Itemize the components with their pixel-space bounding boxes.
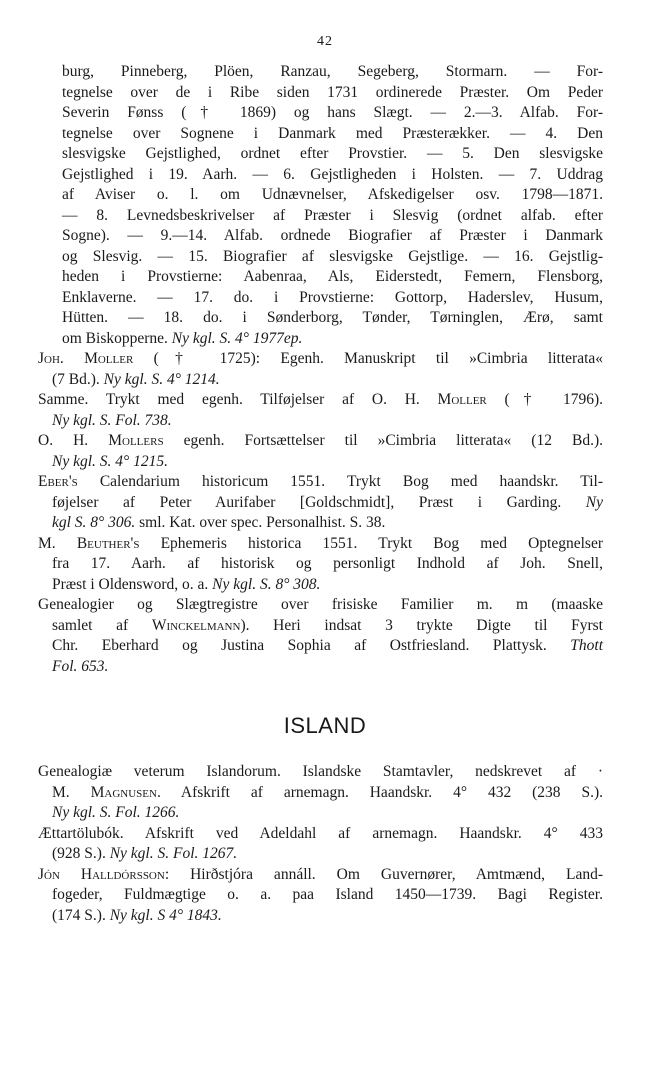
shelfmark: Ny kgl. S. 8° 308. — [212, 575, 321, 593]
line-text: (174 S.). — [52, 906, 110, 924]
shelfmark: Thott — [570, 637, 603, 654]
line-text: egenh. Fortsættelser til »Cimbria litterata« (12 Bd.). — [163, 432, 603, 449]
text-line: tegnelse over de i Ribe siden 1731 ordinerede Præster. Om Peder — [62, 83, 603, 101]
author-name: Eber's — [38, 473, 78, 490]
line-text: om Biskopperne. — [62, 329, 172, 347]
text-line — [38, 824, 603, 845]
catalog-entry — [38, 472, 603, 534]
catalog-entry — [38, 431, 603, 472]
line-text: føjelser af Peter Aurifaber [Goldschmidt], Præst i Garding. — [52, 493, 586, 511]
text-line — [52, 370, 603, 391]
line-text: fogeder, Fuldmægtige o. a. paa Island 1450—1739. Bagi Register. — [52, 886, 603, 903]
shelfmark: Ny kgl. S. Fol. 1266. — [52, 804, 180, 821]
text-line — [62, 329, 603, 350]
line-text: samlet af — [52, 616, 152, 634]
text-line: Hütten. — 18. do. i Sønderborg, Tønder, Tørninglen, Ærø, samt — [62, 309, 603, 326]
author-name: Joh. Moller — [38, 350, 134, 367]
shelfmark: Ny — [585, 493, 603, 511]
line-text: M. — [38, 534, 77, 552]
line-text: Genealogier og Slægtregistre over frisiske Familier m. m (maaske — [38, 596, 603, 613]
author-name: Moller — [437, 391, 487, 408]
text-line: Severin Fønss († 1869) og hans Slægt. — 2.—3. Alfab. For- — [62, 104, 603, 121]
text-line — [52, 803, 603, 824]
line-text: fra 17. Aarh. af historisk og personligt Indhold af Joh. Snell, — [52, 555, 603, 572]
shelfmark: kgl S. 8° 306. — [52, 514, 136, 531]
text-line — [38, 534, 603, 555]
text-line — [52, 513, 603, 534]
text-line — [38, 390, 603, 411]
text-column-top — [38, 62, 603, 677]
catalog-entry — [38, 349, 603, 390]
text-line — [38, 472, 603, 493]
text-line — [52, 657, 603, 678]
continuation-entry — [38, 62, 603, 349]
text-line — [52, 885, 603, 906]
line-text: (928 S.). — [52, 845, 110, 862]
line-text: Chr. Eberhard og Justina Sophia af Ostfriesland. Plattysk. — [52, 637, 571, 654]
line-text: (7 Bd.). — [52, 370, 104, 388]
text-line — [52, 636, 603, 657]
text-line — [52, 493, 603, 514]
line-text: O. H. — [38, 432, 109, 449]
text-line — [38, 595, 603, 616]
text-line — [38, 431, 603, 452]
author-name: Winckelmann — [151, 616, 241, 634]
text-line — [52, 844, 603, 865]
author-name: Magnusen — [90, 783, 157, 801]
line-text: : Hirðstjóra annáll. Om Guvernører, Amtmænd, Land- — [164, 865, 604, 883]
line-text: ). Heri indsat 3 trykte Digte til Fyrst — [240, 616, 603, 634]
catalog-entry — [38, 390, 603, 431]
catalog-entry — [38, 595, 603, 677]
text-line — [52, 783, 603, 804]
text-line: slesvigske Gejstlighed, ordnet efter Provstier. — 5. Den slesvigske — [62, 145, 603, 162]
line-text: Ephemeris historica 1551. Trykt Bog med Optegnelser — [139, 534, 603, 552]
text-line: tegnelse over Sognene i Danmark med Præsterækker. — 4. Den — [62, 124, 603, 142]
page-number: 42 — [317, 34, 333, 49]
line-text: M. — [52, 783, 91, 801]
text-line: Gejstlighed i 19. Aarh. — 6. Gejstligheden i Holsten. — 7. Uddrag — [62, 165, 603, 183]
text-line: Sogne). — 9.—14. Alfab. ordnede Biografier af Præster i Danmark — [62, 227, 603, 244]
shelfmark: Ny kgl. S. 4° 1977ep. — [171, 329, 303, 347]
author-name: Jón Halldórsson — [38, 865, 165, 883]
shelfmark: Ny kgl. S. Fol. 738. — [52, 411, 172, 429]
text-line — [52, 554, 603, 575]
text-line — [38, 349, 604, 370]
text-line — [52, 411, 603, 432]
line-text: Præst i Oldensword, o. a. — [52, 575, 213, 593]
shelfmark: Ny kgl. S. 4° 1214. — [103, 370, 220, 388]
text-line — [38, 762, 603, 783]
catalog-entry — [38, 865, 603, 927]
catalog-entry — [38, 824, 603, 865]
text-line: og Slesvig. — 15. Biografier af slesvigske Gejstlige. — 16. Gejstlig- — [62, 247, 603, 265]
shelfmark: Ny kgl. S. 4° 1215. — [52, 452, 168, 470]
line-text: († 1796). — [486, 391, 603, 408]
text-line — [38, 865, 604, 886]
line-text: Genealogiæ veterum Islandorum. Islandske Stamtavler, nedskrevet af · — [38, 763, 603, 780]
text-line: Enklaverne. — 17. do. i Provstierne: Gottorp, Haderslev, Husum, — [62, 288, 603, 306]
text-line: burg, Pinneberg, Plöen, Ranzau, Segeberg, Stormarn. — For- — [62, 63, 603, 80]
text-line — [52, 616, 603, 637]
line-text: sml. Kat. over spec. Personalhist. S. 38. — [135, 514, 386, 531]
line-text: Ættartölubók. Afskrift ved Adeldahl af arnemagn. Haandskr. 4° 433 — [38, 824, 603, 842]
shelfmark: Ny kgl. S. Fol. 1267. — [109, 845, 238, 862]
text-line — [52, 452, 603, 473]
text-column-bottom — [38, 762, 603, 926]
author-name: Mollers — [108, 432, 164, 449]
line-text: Calendarium historicum 1551. Trykt Bog med haandskr. Til- — [77, 473, 603, 490]
text-line: — 8. Levnedsbeskrivelser af Præster i Slesvig (ordnet alfab. efter — [62, 206, 603, 224]
text-line: heden i Provstierne: Aabenraa, Als, Eiderstedt, Femern, Flensborg, — [62, 268, 603, 285]
line-text: († 1725): Egenh. Manuskript til »Cimbria litterata« — [133, 350, 604, 367]
text-line: af Aviser o. l. om Udnævnelser, Afskedigelser osv. 1798—1871. — [62, 186, 603, 203]
shelfmark: Fol. 653. — [52, 657, 109, 675]
catalog-entry — [38, 762, 603, 824]
catalog-entry — [38, 534, 603, 596]
line-text: Samme. Trykt med egenh. Tilføjelser af O. H. — [38, 391, 438, 408]
line-text: . Afskrift af arnemagn. Haandskr. 4° 432 (238 S.). — [156, 783, 603, 801]
shelfmark: Ny kgl. S 4° 1843. — [109, 906, 222, 924]
section-title: ISLAND — [283, 713, 367, 738]
text-line — [52, 906, 603, 927]
author-name: Beuther's — [76, 534, 140, 552]
text-line — [52, 575, 603, 596]
